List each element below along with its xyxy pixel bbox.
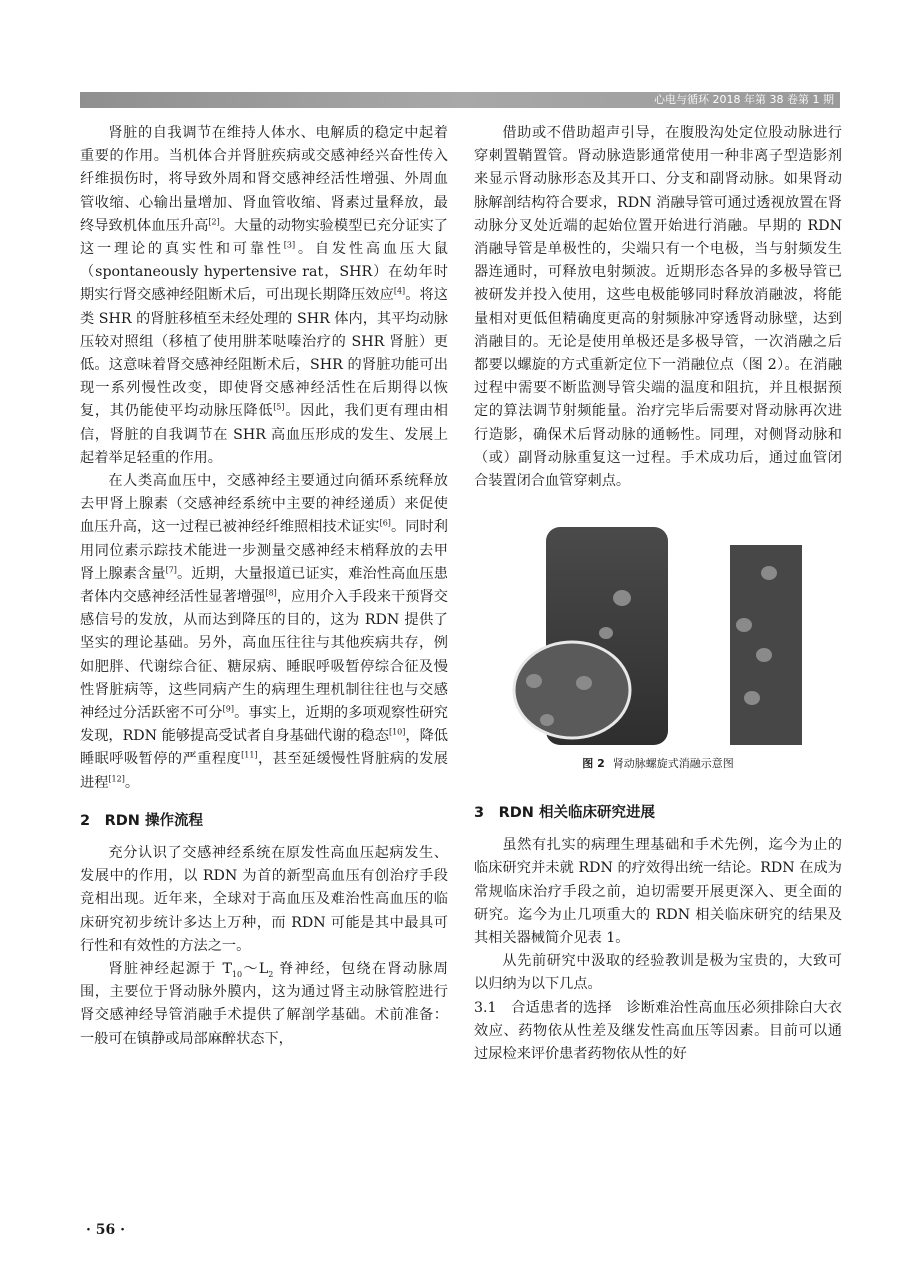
figure-label: 图 2 [582, 757, 605, 771]
ablation-point [526, 674, 542, 688]
paragraph: 肾脏的自我调节在维持人体水、电解质的稳定中起着重要的作用。当机体合并肾脏疾病或交感神经兴奋性传入纤维损伤时，将导致外周和肾交感神经活性增强、外周血管收缩、心输出量增加、肾血管收缩、肾素过量释放，最终导致机体血压升高[2]。大量的动物实验模型已充分证实了这一理论的真实性和可靠性[3]。自发性高血压大鼠（spontaneously hypertensive rat，SHR）在幼年时期实行肾交感神经阻断术后，可出现长期降压效应[4]。将这类 SHR 的肾脏移植至未经处理的 SHR 体内，其平均动脉压较对照组（移植了使用肼苯哒嗪治疗的 SHR 肾脏）更低。这意味着肾交感神经阻断术后，SHR 的肾脏功能可出现一系列慢性改变，即使肾交感神经活性在后期得以恢复，其仍能使平均动脉压降低[5]。因此，我们更有理由相信，肾脏的自我调节在 SHR 高血压形成的发生、发展上起着举足轻重的作用。 [80, 125, 448, 466]
subsection-heading: 3.1 合适患者的选择 [474, 999, 612, 1016]
journal-header-text: 心电与循环 2018 年第 38 卷第 1 期 [654, 93, 834, 106]
journal-header-bar [80, 92, 840, 108]
citation: [8] [265, 588, 277, 598]
citation: [10] [388, 727, 406, 737]
paragraph: 从先前研究中汲取的经验教训是极为宝贵的，大致可以归纳为以下几点。 [474, 953, 842, 993]
ablation-point [599, 627, 613, 639]
ablation-diagram [474, 515, 842, 745]
left-column [80, 122, 448, 1051]
citation: [6] [379, 518, 391, 528]
ablation-point [756, 648, 772, 662]
page-number: · 56 · [86, 1222, 125, 1238]
ablation-point [613, 590, 631, 606]
ablation-point [540, 714, 554, 726]
citation: [7] [165, 565, 177, 575]
citation: [5] [273, 402, 285, 412]
paragraph: 借助或不借助超声引导，在腹股沟处定位股动脉进行穿刺置鞘置管。肾动脉造影通常使用一种非离子型造影剂来显示肾动脉形态及其开口、分支和副肾动脉。如果肾动脉解剖结构符合要求，RDN 消融导管可通过透视放置在肾动脉分叉处近端的起始位置开始进行消融。早期的 RDN 消融导管是单极性的，尖端只有一个电极，当与射频发生器连通时，可释放电射频波。近期形态各异的多极导管已被研发并投入使用，这些电极能够同时释放消融波，将能量相对更低但精确度更高的射频脉冲穿透肾动脉壁，达到消融目的。无论是使用单极还是多极导管，一次消融之后都要以螺旋的方式重新定位下一消融位点（图 2）。在消融过程中需要不断监测导管尖端的温度和阻抗，并且根据预定的算法调节射频能量。治疗完毕后需要对肾动脉再次进行造影，确保术后肾动脉的通畅性。同理，对侧肾动脉和（或）副肾动脉重复这一过程。手术成功后，通过血管闭合装置闭合血管穿刺点。 [474, 125, 842, 490]
ablation-point [736, 618, 752, 632]
citation: [12] [108, 773, 125, 783]
figure-title: 肾动脉螺旋式消融示意图 [612, 757, 734, 771]
section-heading: 2 RDN 操作流程 [80, 812, 203, 829]
ablation-point [744, 691, 760, 705]
figure-caption [474, 755, 842, 771]
paragraph: 3.1 合适患者的选择 诊断难治性高血压必须排除白大衣效应、药物依从性差及继发性高血压等因素。目前可以通过尿检来评价患者药物依从性的好 [474, 999, 842, 1063]
section-heading: 3 RDN 相关临床研究进展 [474, 805, 655, 822]
paragraph: 在人类高血压中，交感神经主要通过向循环系统释放去甲肾上腺素（交感神经系统中主要的神经递质）来促使血压升高，这一过程已被神经纤维照相技术证实[6]。同时利用同位素示踪技术能进一步测量交感神经末梢释放的去甲肾上腺素含量[7]。近期，大量报道已证实，难治性高血压患者体内交感神经活性显著增强[8]，应用介入手段来干预肾交感信号的发放，从而达到降压的目的，这为 RDN 提供了坚实的理论基础。另外，高血压往往与其他疾病共存，例如肥胖、代谢综合征、糖尿病、睡眠呼吸暂停综合征及慢性肾脏病等，这些同病产生的病理生理机制往往也与交感神经过分活跃密不可分[9]。事实上，近期的多项观察性研究发现，RDN 能够提高受试者自身基础代谢的稳态[10]，降低睡眠呼吸暂停的严重程度[11]，甚至延缓慢性肾脏病的发展进程[12]。 [80, 473, 448, 791]
ablation-point [576, 676, 592, 690]
paragraph: 充分认识了交感神经系统在原发性高血压起病发生、发展中的作用，以 RDN 为首的新型高血压有创治疗手段竞相出现。近年来，全球对于高血压及难治性高血压的临床研究初步统计多达上万种，而 RDN 可能是其中最具可行性和有效性的方法之一。 [80, 844, 448, 954]
ablation-point [761, 566, 777, 580]
paragraph: 虽然有扎实的病理生理基础和手术先例，迄今为止的临床研究并未就 RDN 的疗效得出统一结论。RDN 在成为常规临床治疗手段之前，迫切需要开展更深入、更全面的研究。迄今为止几项重大的 RDN 相关临床研究的结果及其相关器械简介见表 1。 [474, 837, 842, 947]
citation: [11] [241, 750, 258, 760]
right-column [474, 122, 842, 1066]
citation: [3] [283, 240, 296, 250]
citation: [9] [222, 704, 234, 714]
citation: [4] [393, 286, 406, 296]
citation: [2] [208, 217, 220, 227]
figure-renal-ablation [474, 515, 842, 745]
paragraph: 肾脏神经起源于 $T_{10}\sim L_2$ 脊神经，包绕在肾动脉周围，主要位于肾动脉外膜内，这为通过肾主动脉管腔进行肾交感神经导管消融手术提供了解剖学基础。术前准备：一般可在镇静或局部麻醉状态下， [80, 960, 448, 1047]
magnified-lens-ellipse [514, 642, 630, 738]
